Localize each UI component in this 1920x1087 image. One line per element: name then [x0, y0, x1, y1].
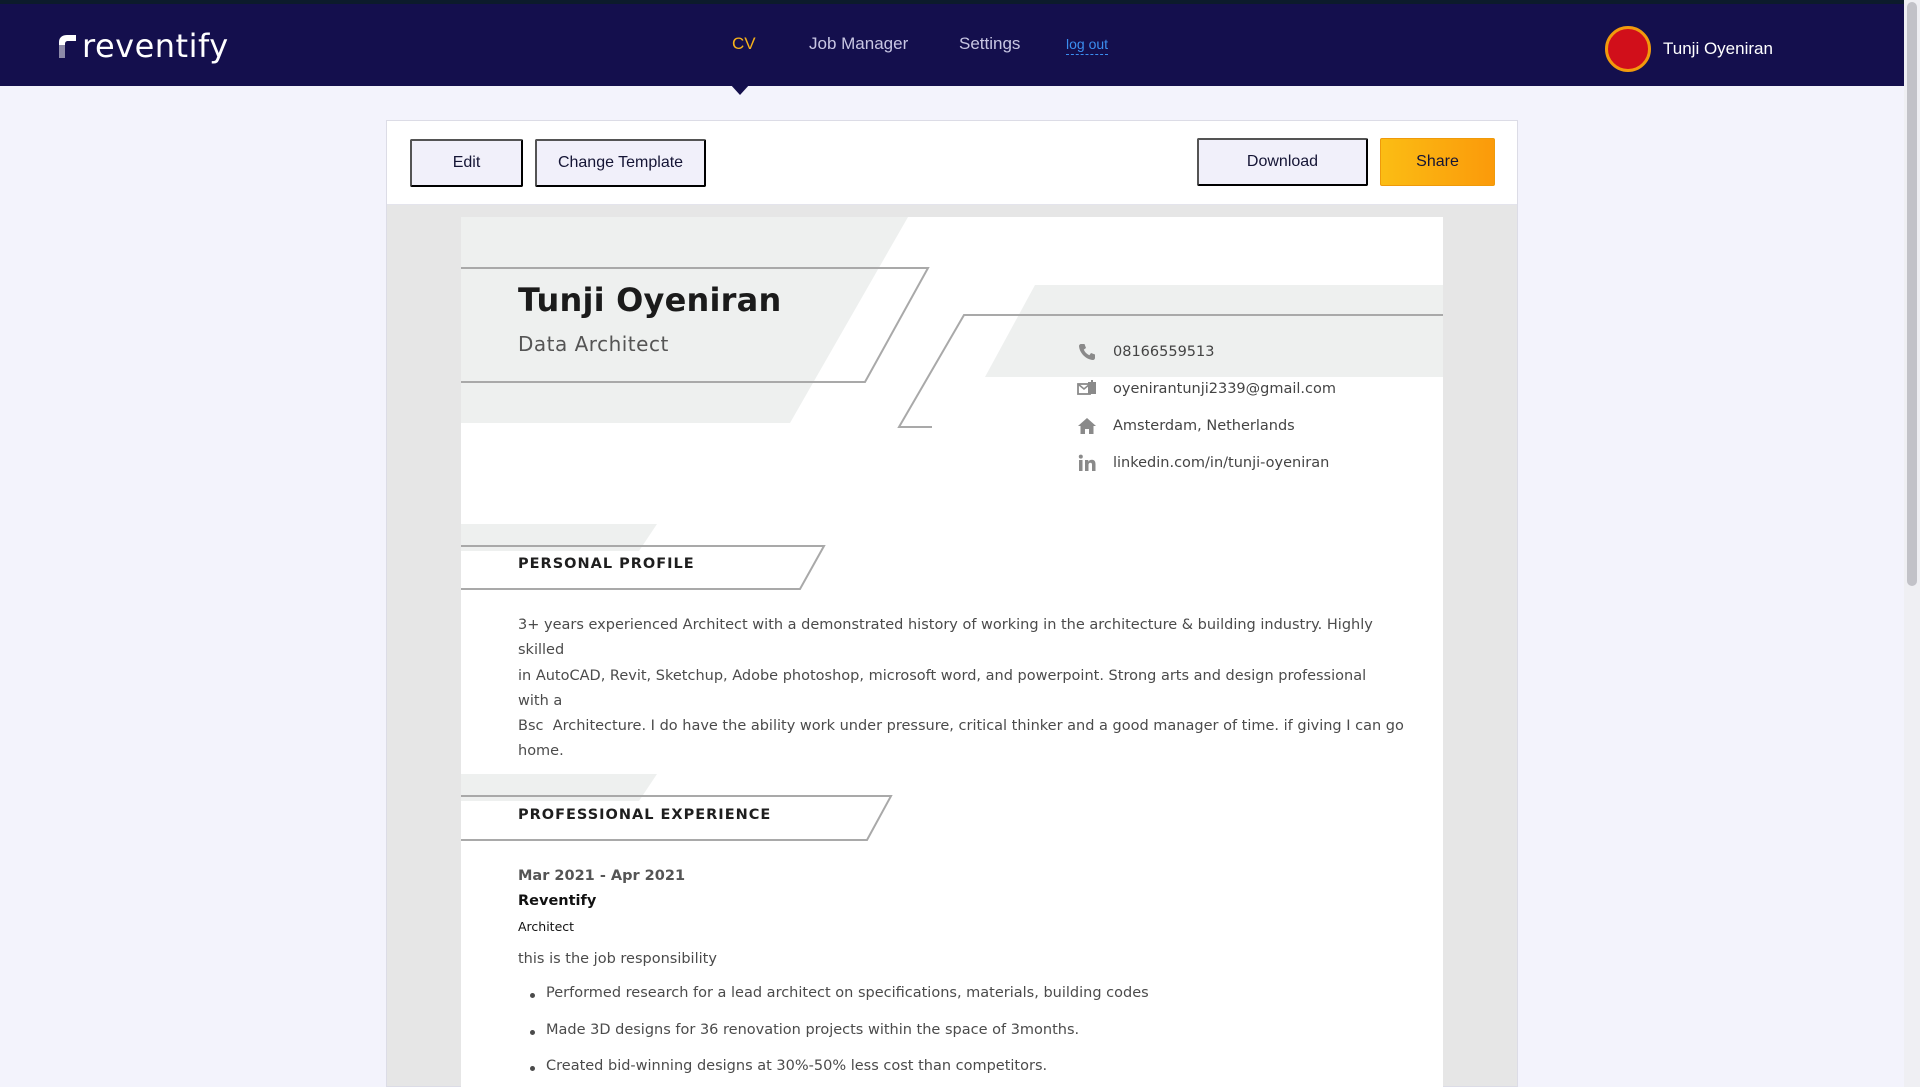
list-item: Performed research for a lead architect on specifications, materials, building codes: [518, 985, 1149, 1022]
cv-panel: [386, 120, 1518, 1087]
contact-email: [1077, 379, 1336, 399]
list-item: Made 3D designs for 36 renovation projects within the space of 3months.: [518, 1022, 1149, 1059]
scrollbar-thumb[interactable]: [1907, 2, 1917, 586]
change-template-button[interactable]: Change Template: [535, 139, 706, 187]
nav-job-manager[interactable]: Job Manager: [809, 34, 909, 53]
share-button[interactable]: Share: [1380, 138, 1495, 186]
profile-line: 3+ years experienced Architect with a demonstrated history of working in the architecture & building industry. Highly skilled: [518, 617, 1373, 659]
cv-toolbar: [387, 121, 1517, 205]
contact-phone: [1077, 342, 1214, 362]
user-name[interactable]: Tunji Oyeniran: [1663, 39, 1773, 58]
professional-experience-heading: PROFESSIONAL EXPERIENCE: [518, 807, 772, 823]
linkedin-icon: [1077, 453, 1097, 473]
contact-linkedin-text: linkedin.com/in/tunji-oyeniran: [1113, 455, 1330, 471]
edit-button[interactable]: Edit: [410, 139, 523, 187]
email-icon: [1077, 379, 1097, 399]
experience-bullet-list: [518, 985, 1149, 1087]
logo-text: reventify: [82, 27, 229, 65]
personal-profile-text: [518, 613, 1404, 765]
contact-linkedin: [1077, 453, 1329, 473]
profile-line: home.: [518, 743, 564, 760]
contact-phone-text: 08166559513: [1113, 344, 1215, 360]
cv-name: Tunji Oyeniran: [518, 281, 782, 319]
user-menu[interactable]: [1605, 26, 1773, 72]
home-icon: [1077, 416, 1097, 436]
experience-company: Reventify: [518, 893, 597, 909]
cv-job-title: Data Architect: [518, 332, 669, 356]
nav-cv[interactable]: CV: [732, 34, 756, 53]
avatar[interactable]: [1605, 26, 1651, 72]
phone-icon: [1077, 342, 1097, 362]
cv-document: [461, 217, 1443, 1087]
page-scrollbar[interactable]: [1904, 0, 1920, 1087]
contact-email-text: oyenirantunji2339@gmail.com: [1113, 381, 1337, 397]
profile-line: Bsc Architecture. I do have the ability work under pressure, critical thinker and a good manager of time. if giving I can go: [518, 718, 1404, 735]
personal-profile-heading: PERSONAL PROFILE: [518, 556, 695, 572]
experience-role: Architect: [518, 919, 575, 934]
list-item: Created bid-winning designs at 30%-50% less cost than competitors.: [518, 1058, 1149, 1087]
experience-dates: Mar 2021 - Apr 2021: [518, 868, 686, 884]
logout-link[interactable]: log out: [1066, 36, 1108, 55]
profile-line: in AutoCAD, Revit, Sketchup, Adobe photoshop, microsoft word, and powerpoint. Strong arts and design professional with a: [518, 667, 1367, 709]
download-button[interactable]: Download: [1197, 138, 1368, 186]
active-nav-indicator: [730, 84, 750, 95]
contact-location-text: Amsterdam, Netherlands: [1113, 418, 1295, 434]
experience-description: this is the job responsibility: [518, 951, 717, 967]
top-navbar: [0, 0, 1904, 86]
nav-settings[interactable]: Settings: [959, 34, 1021, 53]
contact-location: [1077, 416, 1295, 436]
